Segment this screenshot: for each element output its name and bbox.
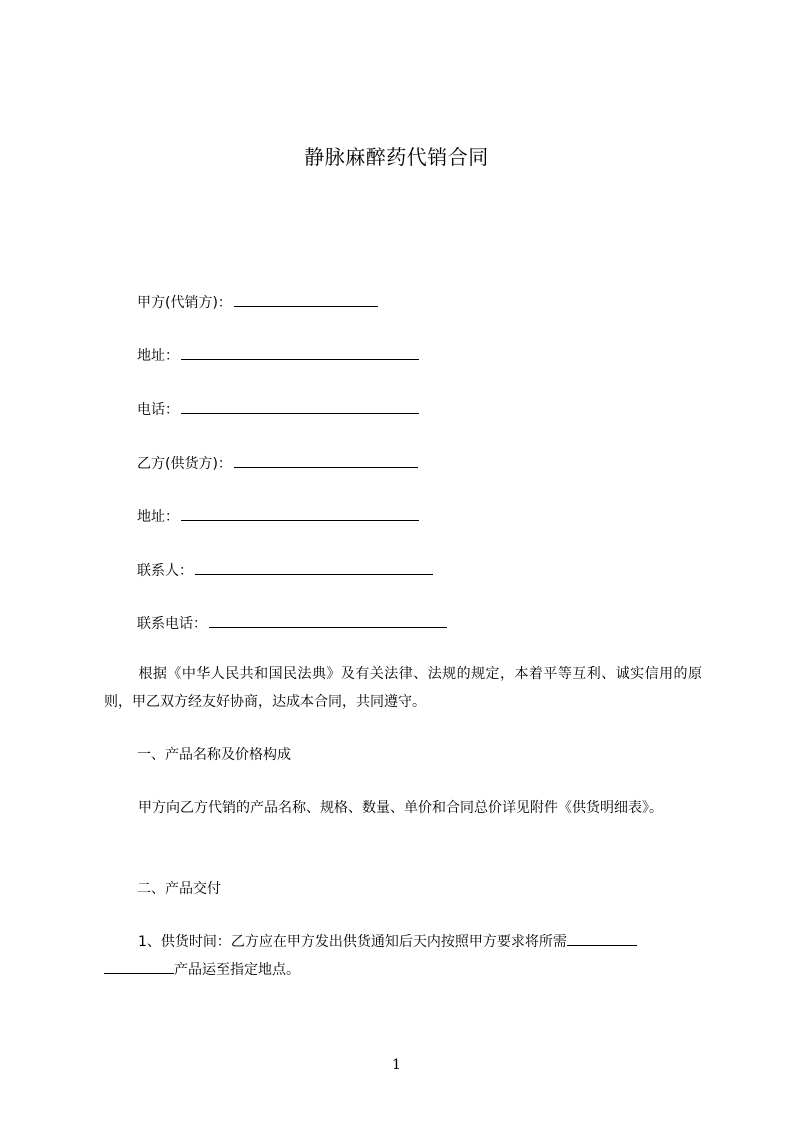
party-a-blank	[234, 292, 378, 307]
party-b-address-field	[137, 506, 419, 527]
party-b-phone-field	[137, 613, 447, 634]
party-b-contact-blank	[195, 560, 433, 575]
party-a-address-blank	[181, 345, 419, 360]
page-number: 1	[392, 1057, 401, 1073]
party-a-phone-label: 电话：	[137, 402, 179, 418]
section-1-text: 甲方向乙方代销的产品名称、规格、数量、单价和合同总价详见附件《供货明细表》。	[138, 800, 663, 816]
section-1-heading: 一、产品名称及价格构成	[137, 747, 291, 763]
party-b-address-blank	[181, 506, 419, 521]
party-b-phone-label: 联系电话：	[137, 616, 207, 632]
section-1-paragraph	[104, 794, 702, 822]
section-2-item-1-text: 1、供货时间：乙方应在甲方发出供货通知后天内按照甲方要求将所需	[138, 934, 567, 950]
party-a-label: 甲方(代销方)：	[137, 295, 232, 311]
party-b-contact-label: 联系人：	[137, 563, 193, 579]
intro-text: 根据《中华人民共和国民法典》及有关法律、法规的规定，本着平等互利、诚实信用的原则，甲乙双方经友好协商，达成本合同，共同遵守。	[104, 666, 702, 710]
party-b-label: 乙方(供货方)：	[137, 456, 232, 472]
section-2-item-1-blank-end	[567, 931, 637, 946]
party-a-field	[137, 292, 378, 313]
party-b-address-label: 地址：	[137, 509, 179, 525]
section-2-item-1-blank-start	[104, 959, 174, 974]
party-b-contact-field	[137, 560, 433, 581]
intro-paragraph	[104, 660, 702, 716]
party-a-phone-field	[137, 399, 419, 420]
section-2-heading: 二、产品交付	[137, 881, 221, 897]
party-a-address-label: 地址：	[137, 348, 179, 364]
party-a-address-field	[137, 345, 419, 366]
document-title: 静脉麻醉药代销合同	[304, 145, 489, 169]
section-2-item-1-paragraph	[104, 928, 702, 984]
party-b-field	[137, 453, 418, 474]
party-a-phone-blank	[181, 399, 419, 414]
party-b-blank	[234, 453, 418, 468]
party-b-phone-blank	[209, 613, 447, 628]
section-2-item-1-tail: 产品运至指定地点。	[174, 962, 300, 978]
